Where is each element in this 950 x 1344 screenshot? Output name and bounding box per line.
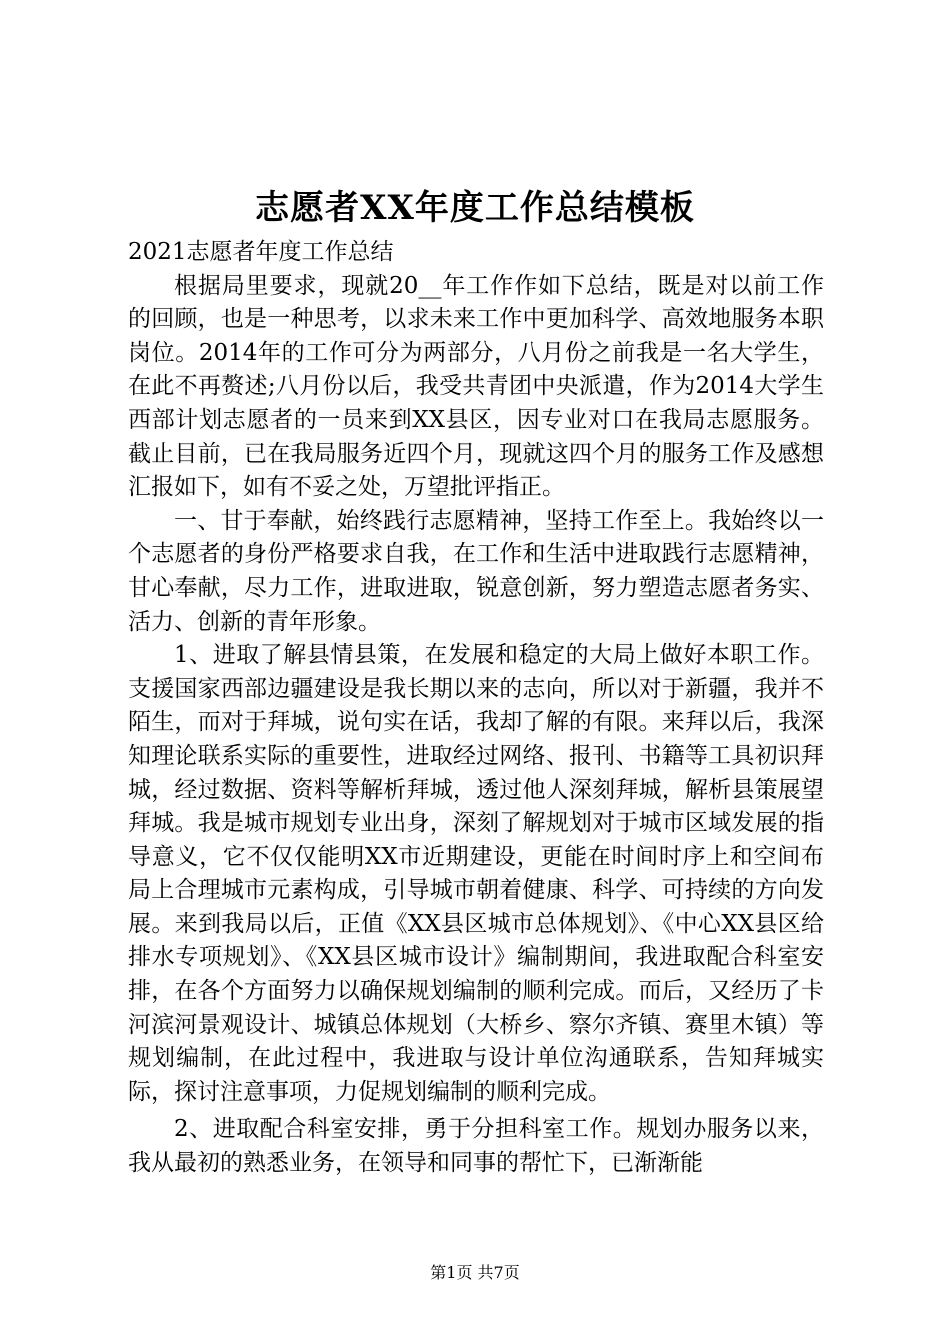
paragraph-section-1: 一、甘于奉献，始终践行志愿精神，坚持工作至上。我始终以一个志愿者的身份严格要求自我，在工作和生活中进取践行志愿精神，甘心奉献，尽力工作，进取进取，锐意创新，努力塑造志愿者务实、活力、创新的青年形象。 [128, 507, 824, 635]
paragraph-intro: 根据局里要求，现就20__年工作作如下总结，既是对以前工作的回顾，也是一种思考，以求未来工作中更加科学、高效地服务本职岗位。2014年的工作可分为两部分，八月份之前我是一名大学生，在此不再赘述;八月份以后，我受共青团中央派遣，作为2014大学生西部计划志愿者的一员来到XX县区，因专业对口在我局志愿服务。截止目前，已在我局服务近四个月，现就这四个月的服务工作及感想汇报如下，如有不妥之处，万望批评指正。 [128, 272, 824, 501]
paragraph-item-2: 2、进取配合科室安排，勇于分担科室工作。规划办服务以来，我从最初的熟悉业务，在领导和同事的帮忙下，已渐渐能 [128, 1116, 824, 1177]
document-title: 志愿者XX年度工作总结模板 [255, 188, 695, 228]
document-body [128, 236, 824, 1181]
paragraph-item-1: 1、进取了解县情县策，在发展和稳定的大局上做好本职工作。支援国家西部边疆建设是我长期以来的志向，所以对于新疆，我并不陌生，而对于拜城，说句实在话，我却了解的有限。来拜以后，我深知理论联系实际的重要性，进取经过网络、报刊、书籍等工具初识拜城，经过数据、资料等解析拜城，透过他人深刻拜城，解析县策展望拜城。我是城市规划专业出身，深刻了解规划对于城市区域发展的指导意义，它不仅仅能明XX市近期建设，更能在时间时序上和空间布局上合理城市元素构成，引导城市朝着健康、科学、可持续的方向发展。来到我局以后，正值《XX县区城市总体规划》、《中心XX县区给排水专项规划》、《XX县区城市设计》编制期间，我进取配合科室安排，在各个方面努力以确保规划编制的顺利完成。而后，又经历了卡河滨河景观设计、城镇总体规划（大桥乡、察尔齐镇、赛里木镇）等规划编制，在此过程中，我进取与设计单位沟通联系，告知拜城实际，探讨注意事项，力促规划编制的顺利完成。 [128, 642, 824, 1105]
document-subtitle: 2021志愿者年度工作总结 [128, 239, 394, 265]
page-number: 第1页 共7页 [430, 1263, 520, 1282]
